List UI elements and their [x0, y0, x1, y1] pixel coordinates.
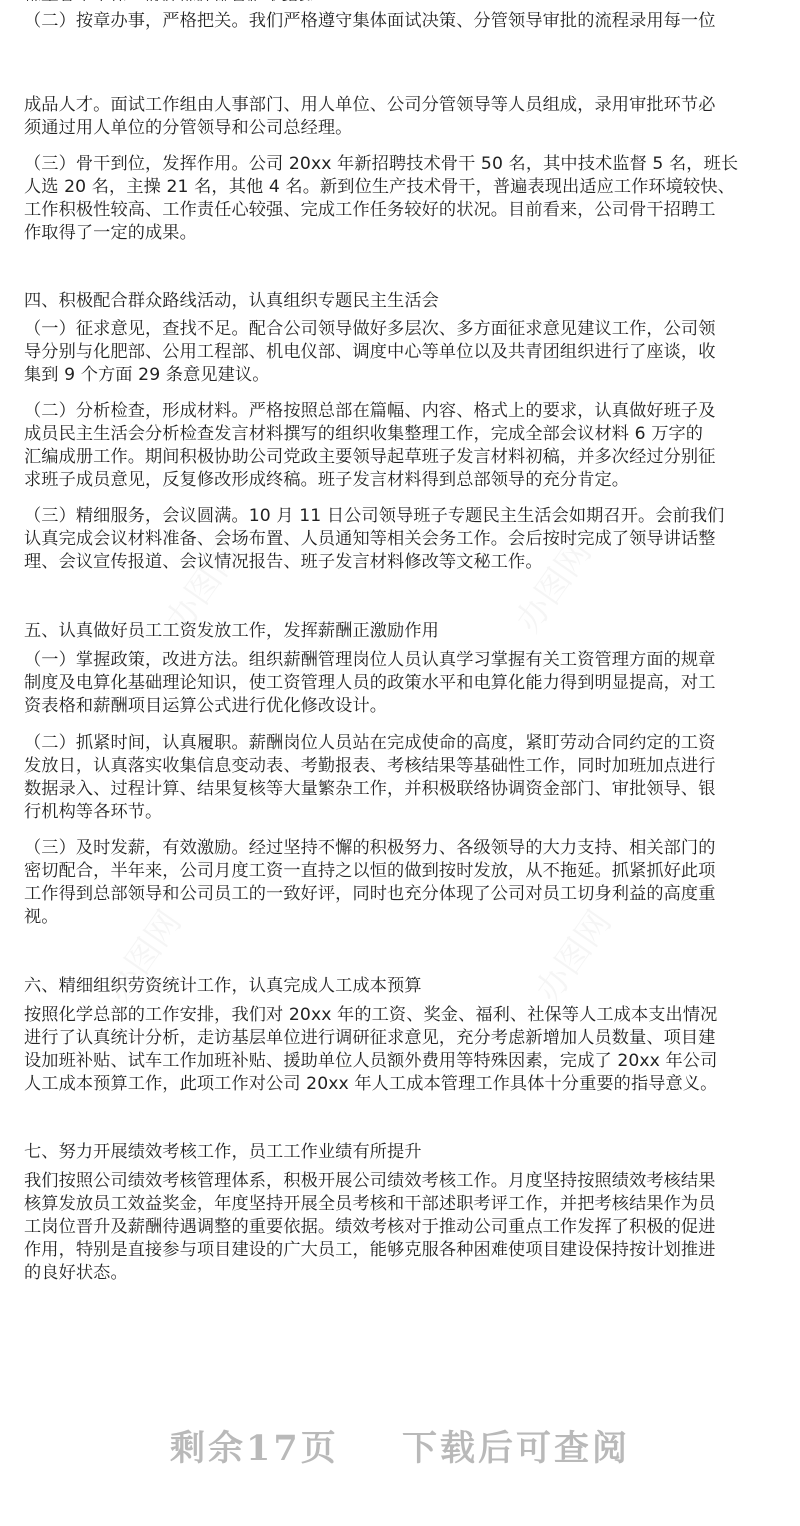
text-line: （一）征求意见，查找不足。配合公司领导做好多层次、多方面征求意见建议工作，公司领 [24, 319, 716, 339]
text-line: 六、精细组织劳资统计工作，认真完成人工成本预算 [24, 976, 422, 996]
text-line: 视。 [24, 907, 59, 927]
text-line: 成品人才。面试工作组由人事部门、用人单位、公司分管领导等人员组成，录用审批环节必 [24, 95, 716, 115]
text-line: （三）骨干到位，发挥作用。公司 20xx 年新招聘技术骨干 50 名，其中技术监督 5 名，班长 [24, 154, 739, 174]
text-line: 七、努力开展绩效考核工作，员工工作业绩有所提升 [24, 1142, 422, 1162]
text-line: 工岗位晋升及薪酬待遇调整的重要依据。绩效考核对于推动公司重点工作发挥了积极的促进 [24, 1217, 716, 1237]
text-line: 制度及电算化基础理论知识，使工资管理人员的政策水平和电算化能力得到明显提高，对工 [24, 673, 716, 693]
text-line: （二）按章办事，严格把关。我们严格遵守集体面试决策、分管领导审批的流程录用每一位 [24, 11, 716, 31]
download-to-view-label[interactable]: 下载后可查阅 [401, 1428, 630, 1469]
text-line: 行机构等各环节。 [24, 802, 163, 822]
text-line: 发放日，认真落实收集信息变动表、考勤报表、考核结果等基础性工作，同时加班加点进行 [24, 756, 716, 776]
text-line: 认真完成会议材料准备、会场布置、人员通知等相关会务工作。会后按时完成了领导讲话整 [24, 529, 716, 549]
text-line: 导分别与化肥部、公用工程部、机电仪部、调度中心等单位以及共青团组织进行了座谈，收 [24, 342, 716, 362]
text-line: 四、积极配合群众路线活动，认真组织专题民主生活会 [24, 291, 439, 311]
text-line: 工作得到总部领导和公司员工的一致好评，同时也充分体现了公司对员工切身利益的高度重 [24, 884, 716, 904]
text-line: 密切配合，半年来，公司月度工资一直持之以恒的做到按时发放，从不拖延。抓紧抓好此项 [24, 861, 716, 881]
text-line: 理、会议宣传报道、会议情况报告、班子发言材料修改等文秘工作。 [24, 552, 543, 572]
watermark: 办图网 [158, 533, 250, 640]
watermark: 办图网 [528, 903, 620, 1010]
text-line: 资表格和薪酬项目运算公式进行优化修改设计。 [24, 696, 388, 716]
text-line: （三）及时发薪，有效激励。经过坚持不懈的积极努力、各级领导的大力支持、相关部门的 [24, 838, 716, 858]
text-line: 集到 9 个方面 29 条意见建议。 [24, 365, 270, 385]
text-line: 五、认真做好员工工资发放工作，发挥薪酬正激励作用 [24, 621, 439, 641]
text-line: 我们按照公司绩效考核管理体系，积极开展公司绩效考核工作。月度坚持按照绩效考核结果 [24, 1171, 716, 1191]
text-line: 人工成本预算工作，此项工作对公司 20xx 年人工成本管理工作具体十分重要的指导意义。 [24, 1074, 718, 1094]
text-line: （三）精细服务，会议圆满。10 月 11 日公司领导班子专题民主生活会如期召开。会前我们 [24, 506, 725, 526]
text-line: 设加班补贴、试车工作加班补贴、援助单位人员额外费用等特殊因素，完成了 20xx 年公司 [24, 1051, 718, 1071]
watermark: 办图网 [98, 903, 190, 1010]
cut-off-line [24, 0, 784, 1]
text-line: （一）掌握政策，改进方法。组织薪酬管理岗位人员认真学习掌握有关工资管理方面的规章 [24, 650, 716, 670]
watermark: 办图网 [508, 533, 600, 640]
text-line: 核算发放员工效益奖金，年度坚持开展全员考核和干部述职考评工作，并把考核结果作为员 [24, 1194, 716, 1214]
text-line: 成员民主生活会分析检查发言材料撰写的组织收集整理工作，完成全部会议材料 6 万字的 [24, 424, 704, 444]
text-line: 进行了认真统计分析，走访基层单位进行调研征求意见，充分考虑新增加人员数量、项目建 [24, 1028, 716, 1048]
text-line: 须通过用人单位的分管领导和公司总经理。 [24, 118, 353, 138]
text-line: 按照化学总部的工作安排，我们对 20xx 年的工资、奖金、福利、社保等人工成本支出情况 [24, 1005, 718, 1025]
text-line: 人选 20 名，主操 21 名，其他 4 名。新到位生产技术骨干，普遍表现出适应工作环境较快、 [24, 177, 735, 197]
text-line: （二）抓紧时间，认真履职。薪酬岗位人员站在完成使命的高度，紧盯劳动合同约定的工资 [24, 733, 716, 753]
text-line: 工作积极性较高、工作责任心较强、完成工作任务较好的状况。目前看来，公司骨干招聘工 [24, 200, 716, 220]
remaining-pages-label[interactable]: 剩余17页 [170, 1428, 339, 1469]
text-line: 求班子成员意见，反复修改形成终稿。班子发言材料得到总部领导的充分肯定。 [24, 470, 630, 490]
text-line: 数据录入、过程计算、结果复核等大量繁杂工作，并积极联络协调资金部门、审批领导、银 [24, 779, 716, 799]
text-line: 作取得了一定的成果。 [24, 223, 197, 243]
text-line: 作用，特别是直接参与项目建设的广大员工，能够克服各种困难使项目建设保持按计划推进 [24, 1240, 716, 1260]
text-line: （二）分析检查，形成材料。严格按照总部在篇幅、内容、格式上的要求，认真做好班子及 [24, 401, 716, 421]
text-line: 的良好状态。 [24, 1263, 128, 1283]
download-prompt[interactable] [0, 1424, 800, 1474]
text-line: 汇编成册工作。期间积极协助公司党政主要领导起草班子发言材料初稿，并多次经过分别征 [24, 447, 716, 467]
